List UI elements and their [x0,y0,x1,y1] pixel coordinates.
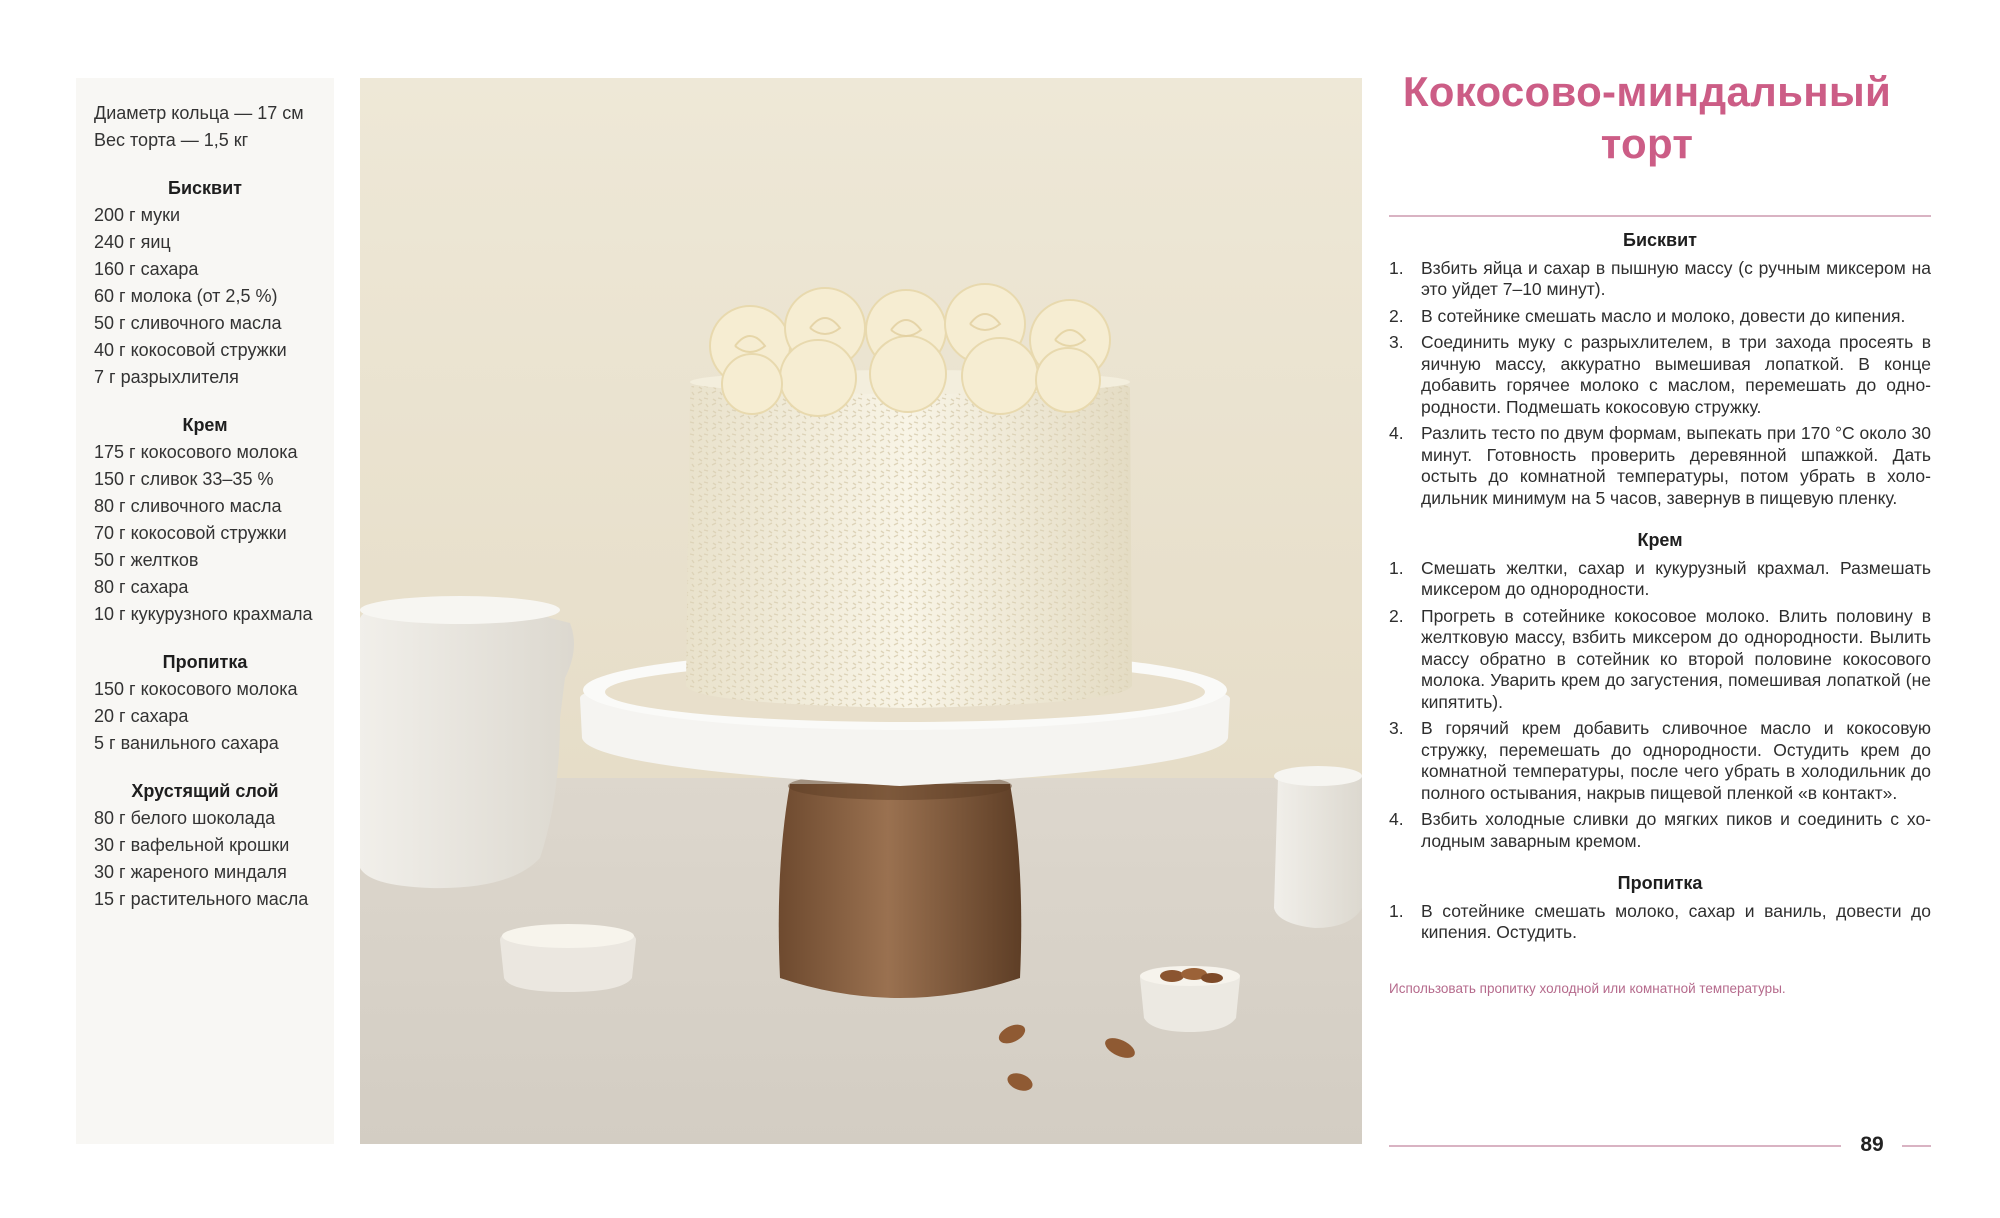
step-text: Разлить тесто по двум формам, выпекать при 170 °С около 30 минут. Готовность проверить деревянной шпажкой. Дать остыть до комнатной температуры, потом убрать в холодильник минимум на 5 часов, завернув в пищевую пленку. [1421,423,1931,508]
method-steps [1389,228,1931,949]
ingredient-item: 200 г муки [94,205,181,225]
step-number: 3. [1389,332,1404,352]
method-step [1389,606,1931,714]
ingredient-item: 150 г сливок 33–35 % [94,469,274,489]
coconut-bowl [500,924,636,992]
method-section-title: Крем [1637,530,1683,550]
recipe-title [1392,66,1902,170]
step-number: 1. [1389,257,1404,278]
ingredient-item: 70 г кокосовой стружки [94,523,287,543]
step-number: 2. [1389,605,1404,626]
ingredient-section-title: Пропитка [162,652,248,672]
method-section [1389,873,1931,944]
ingredient-item: 150 г кокосового молока [94,679,298,699]
step-text: Взбить яйца и сахар в пышную массу (с ручным миксером на это уйдет 7–10 минут). [1421,257,1931,299]
ingredient-item: 50 г сливочного масла [94,313,282,333]
step-number: 3. [1389,718,1404,738]
cake-photo [360,78,1362,1144]
ingredient-item: 20 г сахара [94,706,189,726]
footer-divider-left [1389,1145,1841,1147]
recipe-note: Использовать пропитку холодной или комнатной температуры. [1389,981,1786,996]
step-text: В горячий крем добавить сливочное масло и кокосовую стружку, перемешать до однородности. Остудить крем до комнатной температуры, после чего убрать в холодильник до полного остывания, накрыв пищевой пленкой «в контакт». [1421,718,1931,803]
step-number: 2. [1389,305,1404,326]
title-divider [1389,215,1931,217]
method-step [1389,558,1931,601]
step-text: Соединить муку с разрыхлителем, в три захода просеять в яичную массу, аккуратно вымешивая лопаткой. В конце добавить горячее молоко с маслом, перемешать до однородности. Подмешать кокосовую стружку. [1421,332,1931,417]
ingredient-item: 80 г белого шоколада [94,808,276,828]
method-section [1389,530,1931,852]
method-step [1389,258,1931,301]
method-step [1389,718,1931,804]
footer-divider-right [1902,1145,1931,1147]
ingredient-section [94,175,316,391]
coconut-cake [686,370,1132,708]
page-number: 89 [1860,1133,1884,1156]
step-text: В сотейнике смешать масло и молоко, довести до кипения. [1421,305,1906,326]
ingredient-item: 160 г сахара [94,259,199,279]
ingredient-item: 80 г сливочного масла [94,496,282,516]
method-section-title: Бисквит [1623,230,1697,250]
ingredient-item: 7 г разрыхлителя [94,367,239,387]
step-text: Прогреть в сотейнике кокосовое молоко. Влить половину в желтковую массу, взбить миксером до однородности. Вылить массу обратно в сотейник ко второй половине кокосового молока. Уварить крем до загустения, помешивая лопаткой (не кипятить). [1421,605,1931,712]
ingredient-item: 5 г ванильного сахара [94,733,279,753]
step-number: 4. [1389,809,1404,829]
ingredient-item: 240 г яиц [94,232,171,252]
method-step [1389,423,1931,509]
ingredient-item: 175 г кокосового молока [94,442,298,462]
step-number: 4. [1389,423,1404,443]
step-number: 1. [1389,557,1404,578]
method-section-title: Пропитка [1617,873,1703,893]
creamer-cup [1274,766,1362,928]
recipe-title-line-2: торт [1600,120,1694,167]
ingredient-item: 60 г молока (от 2,5 %) [94,286,278,306]
ingredient-section-title: Бисквит [168,178,242,198]
ingredient-item: 30 г жареного миндаля [94,862,287,882]
recipe-title-line-1: Кокосово-миндальный [1402,68,1892,115]
milk-jug [360,596,574,888]
ingredient-section [94,649,316,757]
step-text: Смешать желтки, сахар и кукурузный крахмал. Размешать миксером до однородности. [1421,557,1931,599]
ring-diameter: Диаметр кольца — 17 см [94,103,304,123]
method-step [1389,306,1931,328]
step-text: Взбить холодные сливки до мягких пиков и соединить с холодным заварным кремом. [1421,809,1931,851]
ingredient-section [94,778,316,913]
step-number: 1. [1389,900,1404,921]
ingredient-item: 15 г растительного масла [94,889,309,909]
ingredient-section-title: Крем [182,415,228,435]
ingredient-item: 10 г кукурузного крахмала [94,604,313,624]
method-section [1389,230,1931,509]
ingredient-section-title: Хрустящий слой [131,781,279,801]
ingredient-item: 50 г желтков [94,550,199,570]
cake-weight: Вес торта — 1,5 кг [94,130,249,150]
wooden-pedestal [779,784,1022,998]
ingredient-sections [94,175,316,913]
almond-bowl [1140,966,1240,1032]
ingredient-item: 30 г вафельной крошки [94,835,290,855]
ingredients-panel [76,78,334,1144]
ingredient-section [94,412,316,628]
method-step [1389,901,1931,944]
method-step [1389,332,1931,418]
ingredient-item: 40 г кокосовой стружки [94,340,287,360]
step-text: В сотейнике смешать молоко, сахар и ваниль, довести до кипения. Остудить. [1421,900,1931,942]
cake-meta [94,100,316,154]
method-step [1389,809,1931,852]
ingredient-item: 80 г сахара [94,577,189,597]
